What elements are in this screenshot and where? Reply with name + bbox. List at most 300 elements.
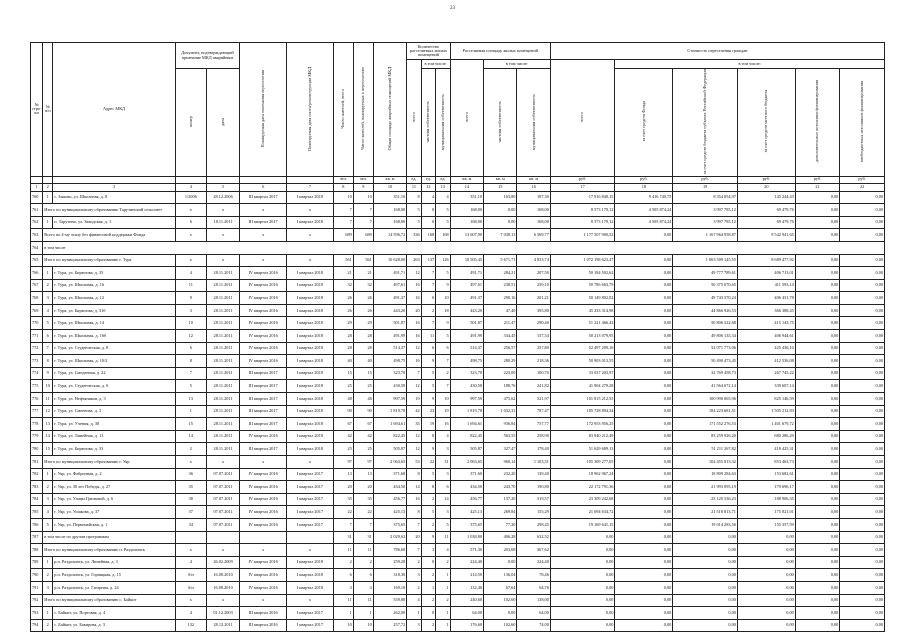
value-cell: 561 [333, 254, 353, 267]
value-cell: 0,00 [615, 380, 673, 393]
value-cell: 0,00 [615, 418, 673, 431]
doc-number-cell: 34 [175, 518, 206, 531]
value-cell: 5 [421, 468, 435, 481]
doc-number-cell: 14 [175, 430, 206, 443]
column-number-cell: 19 [673, 183, 738, 191]
plan-end-cell: x [240, 254, 287, 267]
table-row [31, 355, 885, 368]
value-cell: 8 [421, 430, 435, 443]
value-cell: 7 [333, 204, 353, 217]
value-cell: 0,00 [484, 556, 517, 569]
table-header [31, 43, 885, 192]
value-cell: 176,60 [450, 619, 483, 632]
value-cell: 0,00 [840, 443, 885, 456]
value-cell: 339 607,14 [737, 380, 795, 393]
value-cell: 0,00 [840, 380, 885, 393]
value-cell: 0,00 [840, 569, 885, 582]
value-cell: 1 167 964 958,87 [673, 229, 738, 242]
table-row [31, 581, 885, 594]
plan-demolition-cell: I квартал 2018 [287, 330, 334, 343]
value-cell: 90 [333, 405, 353, 418]
value-cell: 50 184 502,62 [550, 267, 615, 280]
value-cell: 232,20 [484, 468, 517, 481]
value-cell: 257,80 [517, 342, 550, 355]
table-row [31, 292, 885, 305]
value-cell: 0,00 [840, 493, 885, 506]
value-cell: 13 [333, 468, 353, 481]
plan-demolition-cell: I квартал 2018 [287, 216, 334, 229]
value-cell: 0,00 [795, 254, 840, 267]
value-cell: 327,47 [484, 443, 517, 456]
value-cell: 2 [436, 556, 451, 569]
value-cell: 77,20 [484, 518, 517, 531]
value-cell: 4 [407, 594, 421, 607]
unit-cell: руб. [615, 176, 673, 183]
value-cell: 26 [333, 292, 353, 305]
value-cell: 0,00 [673, 619, 738, 632]
value-cell: 0,00 [795, 518, 840, 531]
value-cell: 0,00 [795, 607, 840, 620]
value-cell: 0,00 [795, 380, 840, 393]
plan-demolition-cell: x [287, 456, 334, 469]
value-cell: 185 728 894,34 [550, 405, 615, 418]
value-cell: 42 [333, 430, 353, 443]
section-row [31, 241, 885, 254]
header-doc-number: номер [175, 69, 206, 177]
value-cell: 9 [436, 279, 451, 292]
address-cell: г. Тура, ул. Студенческая, д. 6 [53, 380, 175, 393]
header-cost-group: Стоимость переселения граждан [550, 43, 884, 60]
value-cell: 35 [353, 493, 373, 506]
value-cell: 0,00 [615, 569, 673, 582]
unit-cell: ед. [436, 176, 451, 183]
summary-row [31, 594, 885, 607]
unit-cell: чел. [353, 176, 373, 183]
value-cell: 498,75 [450, 355, 483, 368]
value-cell: 4 [436, 430, 451, 443]
value-cell: 51 629 689,13 [550, 443, 615, 456]
doc-date-cell: 28.11.2011 [206, 267, 239, 280]
value-cell: 7 [421, 279, 435, 292]
value-cell: 0 [421, 216, 435, 229]
value-cell: 20 [407, 531, 421, 544]
value-cell: 243,70 [484, 481, 517, 494]
value-cell: 0,00 [737, 581, 795, 594]
value-cell: 0,00 [840, 531, 885, 544]
column-number-cell: 3 [53, 183, 175, 191]
address-cell: г. Тура, ул. Нефтяников, д. 3 [53, 393, 175, 406]
plan-end-cell: III квартал 2016 [240, 607, 287, 620]
pp-cell: 12 [43, 405, 53, 418]
address-cell: г. Тура, ул. Бирюзова, д. 33 [53, 443, 175, 456]
doc-number-cell: 9 [175, 292, 206, 305]
plan-demolition-cell: I квартал 2017 [287, 518, 334, 531]
column-number-cell: 15 [484, 183, 517, 191]
pp-cell: 14 [43, 430, 53, 443]
pp-cell: 8 [43, 355, 53, 368]
value-cell: 105 309 277,05 [550, 456, 615, 469]
doc-date-cell: x [206, 544, 239, 557]
value-cell: 168 [421, 229, 435, 242]
row-number-cell: 790 [31, 569, 43, 582]
value-cell: 491,37 [373, 292, 406, 305]
value-cell: 2 [421, 619, 435, 632]
doc-date-cell: 07.07.2011 [206, 481, 239, 494]
unit-cell: руб. [737, 176, 795, 183]
value-cell: 0,00 [840, 456, 885, 469]
value-cell: 190,80 [517, 481, 550, 494]
value-cell: 0,00 [840, 292, 885, 305]
row-number-cell: 782 [31, 468, 43, 481]
value-cell: 3 [436, 506, 451, 519]
value-cell: 100 990 065,96 [673, 393, 738, 406]
pp-cell: 4 [43, 304, 53, 317]
value-cell: 1 [407, 607, 421, 620]
plan-end-cell: x [240, 544, 287, 557]
value-cell: 1 063 509 145,55 [673, 254, 738, 267]
value-cell: 48 [333, 393, 353, 406]
plan-end-cell: x [240, 229, 287, 242]
value-cell: 224,40 [517, 556, 550, 569]
value-cell: 207,50 [517, 267, 550, 280]
value-cell: 501,87 [373, 317, 406, 330]
value-cell: 280,29 [484, 355, 517, 368]
value-cell: 1 [436, 569, 451, 582]
value-cell: 0,00 [615, 518, 673, 531]
value-cell: 184 223 681,51 [673, 405, 738, 418]
value-cell: 267 745,22 [737, 367, 795, 380]
value-cell: 680 286,29 [737, 430, 795, 443]
value-cell: 51 221 466,43 [550, 317, 615, 330]
value-cell: 4 833,74 [517, 254, 550, 267]
value-cell: 853 463,73 [737, 456, 795, 469]
value-cell: 22 [421, 456, 435, 469]
value-cell: 11 [353, 544, 373, 557]
address-cell: г. Тура, ул. Студенческая, д. 8 [53, 342, 175, 355]
value-cell: 0,00 [615, 279, 673, 292]
summary-label-cell: Итого по муниципальному образованию Тарутинский сельсовет [43, 204, 175, 217]
value-cell: 514,37 [450, 342, 483, 355]
value-cell: 0,00 [673, 544, 738, 557]
unit-cell [287, 176, 334, 183]
value-cell: 269,84 [484, 506, 517, 519]
value-cell: 19 [421, 418, 435, 431]
value-cell: 18 [436, 304, 451, 317]
value-cell: 15 [333, 367, 353, 380]
value-cell: 64,00 [517, 607, 550, 620]
column-number-cell: 6 [240, 183, 287, 191]
value-cell: 178,40 [517, 443, 550, 456]
doc-date-cell: 28.11.2011 [206, 405, 239, 418]
value-cell: 411 593,14 [737, 279, 795, 292]
value-cell: 443,20 [450, 304, 483, 317]
summary-row [31, 531, 885, 544]
plan-end-cell: III квартал 2017 [240, 191, 287, 204]
value-cell: 32 769 458,73 [673, 367, 738, 380]
value-cell: 1 [421, 581, 435, 594]
value-cell: 49 743 370,24 [673, 292, 738, 305]
doc-number-cell: 5 [175, 380, 206, 393]
plan-end-cell: IV квартал 2016 [240, 481, 287, 494]
value-cell: 5 [436, 518, 451, 531]
pp-cell: 15 [43, 443, 53, 456]
value-cell: 8 573 179,12 [550, 216, 615, 229]
plan-end-cell: IV квартал 2016 [240, 304, 287, 317]
value-cell: 23 120 336,23 [673, 493, 738, 506]
value-cell: 7 [421, 267, 435, 280]
column-number-cell: 1 [31, 183, 43, 191]
header-area-private: частная собственность [484, 69, 517, 177]
value-cell: 31 [436, 456, 451, 469]
value-cell: 491,71 [373, 267, 406, 280]
value-cell: 0,00 [550, 581, 615, 594]
value-cell: 936,84 [484, 418, 517, 431]
column-number-cell: 20 [737, 183, 795, 191]
table-row [31, 619, 885, 632]
value-cell: 0,00 [795, 204, 840, 217]
row-number-cell: 761 [31, 204, 43, 217]
value-cell: 0,00 [840, 430, 885, 443]
unit-cell [240, 176, 287, 183]
value-cell: 132,40 [450, 581, 483, 594]
unit-cell: кв. м [517, 176, 550, 183]
value-cell: 12 [407, 430, 421, 443]
value-cell: 0,00 [615, 506, 673, 519]
value-cell: 0,00 [840, 317, 885, 330]
value-cell: 7 [407, 367, 421, 380]
value-cell: 64,00 [450, 607, 483, 620]
doc-date-cell: x [206, 594, 239, 607]
value-cell: 430,58 [373, 380, 406, 393]
row-number-cell: 765 [31, 254, 43, 267]
value-cell: 298,45 [517, 518, 550, 531]
value-cell: 960,14 [484, 456, 517, 469]
value-cell: 16 [407, 317, 421, 330]
value-cell: 0 [421, 204, 435, 217]
value-cell: 14 [407, 481, 421, 494]
value-cell: 31 [353, 531, 373, 544]
value-cell: 69 479,76 [737, 216, 795, 229]
value-cell: 8 [407, 468, 421, 481]
value-cell: 822,45 [373, 430, 406, 443]
value-cell: 0,00 [840, 267, 885, 280]
value-cell: 0,00 [840, 544, 885, 557]
plan-end-cell: IV квартал 2016 [240, 330, 287, 343]
doc-date-cell [206, 531, 239, 544]
doc-number-cell: 10 [175, 317, 206, 330]
value-cell: 0,00 [615, 493, 673, 506]
address-cell: р.п. Раздолинск, ул. Гагарина, д. 24 [53, 581, 175, 594]
value-cell: 0,00 [615, 607, 673, 620]
unit-cell: кв. м [450, 176, 483, 183]
value-cell: 11 [436, 531, 451, 544]
value-cell: 126 [436, 254, 451, 267]
value-cell: 22 [353, 506, 373, 519]
value-cell: 18 962 967,24 [550, 468, 615, 481]
value-cell: 50 213 079,95 [550, 330, 615, 343]
value-cell: 0,00 [615, 393, 673, 406]
value-cell: 74,00 [517, 619, 550, 632]
table-row [31, 216, 885, 229]
doc-number-cell: x [175, 229, 206, 242]
value-cell: 100,70 [517, 367, 550, 380]
column-numbers-row [31, 183, 885, 191]
plan-end-cell: III квартал 2017 [240, 443, 287, 456]
row-number-cell: 766 [31, 267, 43, 280]
address-cell: г. Тура, ул. Школьная, д. 10/2 [53, 355, 175, 368]
doc-number-cell [175, 531, 206, 544]
value-cell: 0,00 [795, 191, 840, 204]
value-cell: 5 671,71 [484, 254, 517, 267]
value-cell: 563,55 [484, 430, 517, 443]
doc-date-cell: 28.11.2011 [206, 380, 239, 393]
doc-number-cell: 38 [175, 493, 206, 506]
value-cell: 0,00 [550, 544, 615, 557]
header-rooms-private: частная собственность [421, 69, 435, 177]
value-cell: 491,99 [373, 330, 406, 343]
value-cell: 69 479,76 [737, 204, 795, 217]
value-cell: 21 694 634,72 [550, 506, 615, 519]
value-cell: 5 [436, 330, 451, 343]
value-cell: 1 694,61 [450, 418, 483, 431]
value-cell: 259,20 [373, 556, 406, 569]
value-cell: 825 146,59 [737, 393, 795, 406]
value-cell: 28 [333, 330, 353, 343]
doc-date-cell: x [206, 254, 239, 267]
value-cell: 102,60 [484, 619, 517, 632]
value-cell: 2 [421, 304, 435, 317]
value-cell: 13 607,90 [450, 229, 483, 242]
table-row [31, 607, 885, 620]
unit-cell [206, 176, 239, 183]
value-cell: 10 [333, 619, 353, 632]
value-cell: 20 [333, 481, 353, 494]
value-cell: 997,59 [373, 393, 406, 406]
value-cell: 1 694,61 [373, 418, 406, 431]
value-cell: 52 497 209,16 [550, 342, 615, 355]
plan-demolition-cell: I квартал 2018 [287, 292, 334, 305]
value-cell: 2 [407, 581, 421, 594]
row-number-cell: 767 [31, 279, 43, 292]
value-cell: 168,00 [373, 204, 406, 217]
row-number-cell: 762 [31, 216, 43, 229]
value-cell: 0,00 [795, 229, 840, 242]
pp-cell: 1 [43, 216, 53, 229]
header-row-number: № стро-ки [31, 43, 43, 177]
value-cell: 406 431,78 [737, 292, 795, 305]
value-cell: 2 [353, 556, 373, 569]
address-cell: г. Тура, ул. Бирюзова, д. 31б [53, 304, 175, 317]
value-cell: 0,00 [840, 581, 885, 594]
value-cell: 19 014 283,56 [673, 518, 738, 531]
value-cell: 497,61 [450, 279, 483, 292]
plan-end-cell: IV квартал 2016 [240, 292, 287, 305]
value-cell: 47,40 [484, 304, 517, 317]
row-number-cell: 771 [31, 330, 43, 343]
value-cell: 514,37 [373, 342, 406, 355]
value-cell: 259,10 [517, 279, 550, 292]
value-cell: 3 [436, 443, 451, 456]
value-cell: 0,00 [795, 619, 840, 632]
value-cell: 171 552 276,53 [673, 418, 738, 431]
doc-number-cell: 4 [175, 556, 206, 569]
value-cell: 434,50 [450, 481, 483, 494]
value-cell: 0,00 [615, 531, 673, 544]
value-cell: 9 416 740,75 [615, 191, 673, 204]
value-cell: 0,00 [795, 456, 840, 469]
value-cell: 0,00 [615, 430, 673, 443]
address-cell: г. Тура, ул. Школьная, д. 16б [53, 330, 175, 343]
value-cell: 67 [333, 418, 353, 431]
summary-row [31, 456, 885, 469]
value-cell: 6 [421, 292, 435, 305]
value-cell: 415 143,75 [737, 317, 795, 330]
section-label-cell: в том числе [43, 241, 885, 254]
value-cell: 256,57 [484, 342, 517, 355]
doc-number-cell: 7 [175, 367, 206, 380]
value-cell: 475,62 [484, 393, 517, 406]
plan-demolition-cell: I квартал 2018 [287, 355, 334, 368]
value-cell: 22 172 791,36 [550, 481, 615, 494]
unit-cell: руб. [795, 176, 840, 183]
value-cell: 539,80 [373, 594, 406, 607]
value-cell: 139,40 [517, 468, 550, 481]
value-cell: 49 777 789,61 [673, 267, 738, 280]
value-cell: 0,00 [673, 569, 738, 582]
value-cell: 32 [333, 279, 353, 292]
value-cell: 241,82 [517, 380, 550, 393]
value-cell: 0,00 [484, 204, 517, 217]
value-cell: 521,97 [517, 393, 550, 406]
doc-number-cell: x [175, 254, 206, 267]
table-row [31, 330, 885, 343]
value-cell: 179 696,17 [737, 481, 795, 494]
table-row [31, 380, 885, 393]
value-cell: 0,00 [795, 393, 840, 406]
doc-number-cell: 4 [175, 267, 206, 280]
header-area-total: всего [450, 60, 483, 177]
value-cell: 257,72 [373, 619, 406, 632]
header-plan-demolition: Планируемая дата сноса/реконструкции МКД [287, 43, 334, 177]
table-row [31, 443, 885, 456]
value-cell: 0,00 [673, 531, 738, 544]
value-cell: 371,60 [373, 468, 406, 481]
header-doc-date: дата [206, 69, 239, 177]
value-cell: 290,40 [517, 317, 550, 330]
value-cell: 2 [436, 594, 451, 607]
value-cell: 20 [407, 304, 421, 317]
value-cell: 9 [421, 531, 435, 544]
value-cell: 157,54 [517, 330, 550, 343]
plan-end-cell: IV квартал 2016 [240, 518, 287, 531]
doc-number-cell: 35 [175, 481, 206, 494]
value-cell: 8 [407, 191, 421, 204]
value-cell: 20 [353, 481, 373, 494]
plan-demolition-cell: I квартал 2018 [287, 342, 334, 355]
value-cell: 0,00 [795, 342, 840, 355]
doc-date-cell: 28.11.2011 [206, 342, 239, 355]
value-cell: 1 819,78 [373, 405, 406, 418]
value-cell: 102,60 [484, 594, 517, 607]
value-cell: 0,00 [737, 556, 795, 569]
summary-label-cell: Итого по муниципальному образованию г. Уяр [43, 456, 175, 469]
value-cell: 2 [421, 518, 435, 531]
pp-cell: 3 [43, 292, 53, 305]
column-number-cell: 7 [287, 183, 334, 191]
value-cell: 0,00 [795, 569, 840, 582]
value-cell: 0,00 [615, 619, 673, 632]
value-cell: 101 815 212,55 [550, 393, 615, 406]
